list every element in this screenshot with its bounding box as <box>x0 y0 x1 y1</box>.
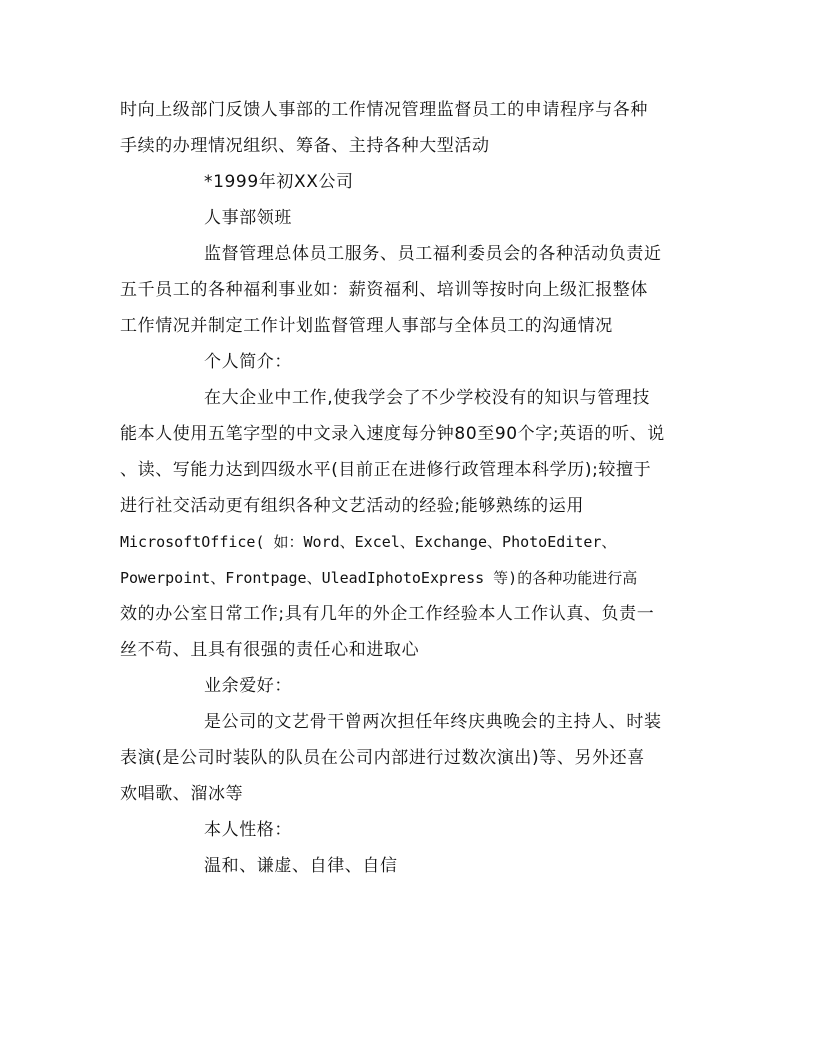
job-title-line: 人事部领班 <box>204 208 292 228</box>
text-line: 监督管理总体员工服务、员工福利委员会的各种活动负责近 <box>204 244 662 264</box>
text-line: Powerpoint、Frontpage、UleadIphotoExpress 等)的各种功能进行高 <box>120 569 638 587</box>
text-line: 工作情况并制定工作计划监督管理人事部与全体员工的沟通情况 <box>120 316 613 336</box>
text-line: 效的办公室日常工作;具有几年的外企工作经验本人工作认真、负责一 <box>120 604 655 624</box>
text-line: 丝不苟、且具有很强的责任心和进取心 <box>120 640 420 660</box>
text-line: 进行社交活动更有组织各种文艺活动的经验;能够熟练的运用 <box>120 496 584 516</box>
document-body <box>120 92 692 884</box>
section-heading-hobbies: 业余爱好： <box>204 676 292 696</box>
text-line: 手续的办理情况组织、筹备、主持各种大型活动 <box>120 136 490 156</box>
section-heading-personality: 本人性格： <box>204 820 292 840</box>
text-line: 是公司的文艺骨干曾两次担任年终庆典晚会的主持人、时装 <box>204 712 662 732</box>
text-line: 能本人使用五笔字型的中文录入速度每分钟80至90个字;英语的听、说 <box>120 424 665 444</box>
text-line: 五千员工的各种福利事业如：薪资福利、培训等按时向上级汇报整体 <box>120 280 648 300</box>
text-line: 表演(是公司时装队的队员在公司内部进行过数次演出)等、另外还喜 <box>120 748 645 768</box>
text-line: 时向上级部门反馈人事部的工作情况管理监督员工的申请程序与各种 <box>120 100 648 120</box>
text-line: 欢唱歌、溜冰等 <box>120 784 244 804</box>
text-line: MicrosoftOffice( 如：Word、Excel、Exchange、PhotoEditer、 <box>120 533 617 551</box>
text-line: 温和、谦虚、自律、自信 <box>204 856 398 876</box>
text-line: 在大企业中工作,使我学会了不少学校没有的知识与管理技 <box>204 388 651 408</box>
job-date-line: *1999年初XX公司 <box>204 172 354 192</box>
section-heading-profile: 个人简介： <box>204 352 292 372</box>
text-line: 、读、写能力达到四级水平(目前正在进修行政管理本科学历);较擅于 <box>120 460 652 480</box>
